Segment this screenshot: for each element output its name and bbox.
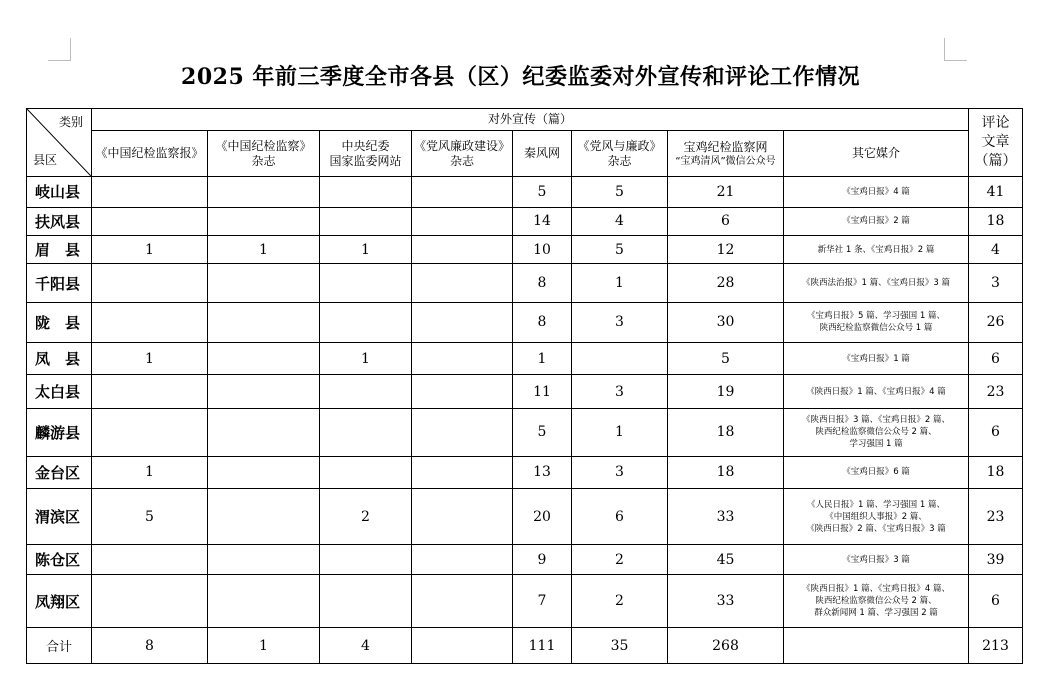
value-cell-c5: 1 [513,342,572,375]
total-row [27,628,1023,664]
other-media-line: 《陕西日报》2 篇、《宝鸡日报》3 篇 [806,523,946,534]
value-cell-c1 [92,207,208,235]
value-cell-c6: 4 [572,207,668,235]
value-cell-c1: 5 [92,489,208,545]
commentary-cell: 23 [969,375,1023,409]
other-media-line: 《宝鸡日报》3 篇 [842,554,910,565]
value-cell-c2: 1 [208,236,320,264]
commentary-cell: 18 [969,456,1023,489]
commentary-cell: 4 [969,236,1023,264]
value-cell-c1: 1 [92,236,208,264]
commentary-cell: 6 [969,575,1023,628]
commentary-header-line2: 文章 [981,134,1010,151]
value-cell-c3 [320,177,412,207]
value-cell-c4 [412,489,513,545]
value-cell-c6: 5 [572,236,668,264]
diagonal-header-cell [27,109,92,177]
col-header-style-integrity-magazine [572,131,668,177]
value-cell-c4 [412,408,513,456]
external-publicity-header: 对外宣传（篇） [92,109,969,131]
value-cell-c7: 6 [668,207,784,235]
other-media-line: 《宝鸡日报》1 篇 [842,353,910,364]
value-cell-c3 [320,408,412,456]
value-cell-c2 [208,177,320,207]
value-cell-c2 [208,375,320,409]
col8-label: 其它媒介 [852,146,901,161]
total-cell-c3: 4 [320,628,412,664]
value-cell-c6: 3 [572,303,668,343]
value-cell-c2 [208,575,320,628]
value-cell-c7: 30 [668,303,784,343]
value-cell-c5: 13 [513,456,572,489]
col-header-qinfeng-net [513,131,572,177]
total-cell-c2: 1 [208,628,320,664]
value-cell-c5: 7 [513,575,572,628]
commentary-cell: 39 [969,544,1023,574]
commentary-header [969,109,1023,177]
commentary-cell: 23 [969,489,1023,545]
other-media-cell [784,264,969,303]
value-cell-c7: 45 [668,544,784,574]
other-media-cell [784,236,969,264]
table-row [27,544,1023,574]
table-row [27,575,1023,628]
value-cell-c4 [412,264,513,303]
commentary-cell: 26 [969,303,1023,343]
value-cell-c5: 5 [513,177,572,207]
county-cell: 千阳县 [27,264,92,303]
col5-label: 秦风网 [523,146,560,161]
other-media-line: 陕西纪检监察微信公众号 1 篇 [819,323,933,334]
col3-label-line1: 中央纪委 [341,138,390,153]
col6-label-line2: 杂志 [607,153,632,168]
value-cell-c7: 18 [668,456,784,489]
county-cell: 凤翔区 [27,575,92,628]
other-media-cell [784,456,969,489]
value-cell-c6: 3 [572,375,668,409]
commentary-header-line3: （篇） [974,153,1017,170]
value-cell-c3 [320,456,412,489]
other-media-line: 《中国组织人事报》2 篇、 [825,511,927,522]
other-media-cell [784,408,969,456]
table-row [27,207,1023,235]
value-cell-c4 [412,342,513,375]
value-cell-c4 [412,303,513,343]
value-cell-c4 [412,544,513,574]
value-cell-c1 [92,177,208,207]
value-cell-c5: 11 [513,375,572,409]
col3-label-line2: 国家监委网站 [329,153,402,168]
value-cell-c2 [208,408,320,456]
county-cell: 渭滨区 [27,489,92,545]
table-row [27,408,1023,456]
value-cell-c1 [92,575,208,628]
value-cell-c1: 1 [92,456,208,489]
value-cell-c6: 5 [572,177,668,207]
other-media-cell [784,544,969,574]
other-media-cell [784,303,969,343]
value-cell-c6: 3 [572,456,668,489]
total-commentary-cell: 213 [969,628,1023,664]
county-cell: 太白县 [27,375,92,409]
county-cell: 凤 县 [27,342,92,375]
value-cell-c6: 1 [572,264,668,303]
other-media-line: 《宝鸡日报》2 篇 [842,216,910,227]
table-row [27,264,1023,303]
total-cell-c1: 8 [92,628,208,664]
commentary-cell: 41 [969,177,1023,207]
table-row [27,177,1023,207]
crop-mark-top-right [944,38,967,61]
value-cell-c3: 1 [320,342,412,375]
value-cell-c4 [412,177,513,207]
other-media-cell [784,177,969,207]
col4-label-line1: 《党风廉政建设》 [414,138,511,153]
col4-label-line2: 杂志 [449,153,474,168]
value-cell-c6: 6 [572,489,668,545]
other-media-cell [784,207,969,235]
other-media-line: 《陕西日报》1 篇、《宝鸡日报》4 篇 [806,386,946,397]
col6-label-line1: 《党风与廉政》 [577,138,662,153]
table-row [27,236,1023,264]
value-cell-c7: 28 [668,264,784,303]
other-media-line: 《陕西日报》3 篇、《宝鸡日报》2 篇、 [802,415,950,426]
county-cell: 岐山县 [27,177,92,207]
value-cell-c2 [208,544,320,574]
table-row [27,375,1023,409]
col-header-party-integrity-magazine [412,131,513,177]
other-media-cell [784,342,969,375]
value-cell-c5: 8 [513,303,572,343]
col2-label-line2: 杂志 [251,153,276,168]
value-cell-c1 [92,303,208,343]
header-row-1 [27,109,1023,131]
value-cell-c3 [320,544,412,574]
other-media-line: 群众新闻网 1 篇、学习强国 2 篇 [814,608,938,619]
value-cell-c3: 1 [320,236,412,264]
value-cell-c5: 5 [513,408,572,456]
value-cell-c1 [92,264,208,303]
value-cell-c6: 2 [572,544,668,574]
other-media-line: 学习强国 1 篇 [849,439,903,450]
page-title: 2025 年前三季度全市各县（区）纪委监委对外宣传和评论工作情况 [181,64,860,90]
other-media-line: 陕西纪检监察微信公众号 2 篇、 [815,427,937,438]
commentary-cell: 6 [969,408,1023,456]
other-media-cell [784,489,969,545]
value-cell-c5: 20 [513,489,572,545]
col-header-other-media [784,131,969,177]
other-media-line: 《陕西法治报》1 篇、《宝鸡日报》3 篇 [802,278,950,289]
value-cell-c1 [92,375,208,409]
col1-label: 《中国纪检监察报》 [95,146,204,161]
value-cell-c2 [208,264,320,303]
other-media-line: 新华社 1 条、《宝鸡日报》2 篇 [817,244,935,255]
value-cell-c5: 14 [513,207,572,235]
county-cell: 眉 县 [27,236,92,264]
value-cell-c5: 8 [513,264,572,303]
value-cell-c3 [320,207,412,235]
col7-label-line2: “宝鸡清风”微信公众号 [675,155,776,167]
value-cell-c4 [412,456,513,489]
value-cell-c2 [208,207,320,235]
other-media-cell [784,375,969,409]
county-cell: 扶风县 [27,207,92,235]
col-header-cdi-newspaper [92,131,208,177]
other-media-line: 《宝鸡日报》4 篇 [842,186,910,197]
commentary-cell: 18 [969,207,1023,235]
value-cell-c4 [412,236,513,264]
value-cell-c4 [412,207,513,235]
value-cell-c1: 1 [92,342,208,375]
table-row [27,456,1023,489]
value-cell-c7: 21 [668,177,784,207]
other-media-line: 《人民日报》1 篇、学习强国 1 篇、 [807,499,945,510]
value-cell-c6: 2 [572,575,668,628]
total-label: 合计 [27,628,92,664]
other-media-cell [784,575,969,628]
value-cell-c2 [208,342,320,375]
value-cell-c5: 10 [513,236,572,264]
total-cell-c7: 268 [668,628,784,664]
value-cell-c2 [208,303,320,343]
col2-label-line1: 《中国纪检监察》 [215,138,312,153]
col-header-baoji-website [668,131,784,177]
value-cell-c3 [320,303,412,343]
value-cell-c2 [208,489,320,545]
crop-mark-top-left [48,38,71,61]
value-cell-c3 [320,575,412,628]
category-label: 类别 [58,115,83,129]
value-cell-c3 [320,375,412,409]
value-cell-c3: 2 [320,489,412,545]
county-cell: 金台区 [27,456,92,489]
value-cell-c4 [412,575,513,628]
value-cell-c5: 9 [513,544,572,574]
value-cell-c6: 1 [572,408,668,456]
statistics-table [26,108,1023,664]
table-row [27,303,1023,343]
value-cell-c7: 19 [668,375,784,409]
col-header-ccdi-website [320,131,412,177]
col-header-cdi-magazine [208,131,320,177]
value-cell-c2 [208,456,320,489]
total-cell-c5: 111 [513,628,572,664]
total-other-media-cell [784,628,969,664]
other-media-line: 陕西纪检监察微信公众号 2 篇、 [815,596,937,607]
table-row [27,342,1023,375]
col7-label-line1: 宝鸡纪检监察网 [683,139,768,154]
total-cell-c6: 35 [572,628,668,664]
other-media-line: 《宝鸡日报》6 篇 [842,467,910,478]
value-cell-c7: 18 [668,408,784,456]
other-media-line: 《陕西日报》1 篇、《宝鸡日报》4 篇、 [802,584,950,595]
value-cell-c7: 33 [668,489,784,545]
total-cell-c4 [412,628,513,664]
value-cell-c7: 33 [668,575,784,628]
value-cell-c6 [572,342,668,375]
other-media-line: 《宝鸡日报》5 篇、学习强国 1 篇、 [807,311,945,322]
header-row-2 [27,131,1023,177]
county-cell: 陈仓区 [27,544,92,574]
county-cell: 陇 县 [27,303,92,343]
county-cell: 麟游县 [27,408,92,456]
value-cell-c1 [92,544,208,574]
commentary-cell: 3 [969,264,1023,303]
commentary-cell: 6 [969,342,1023,375]
commentary-header-line1: 评论 [981,115,1010,132]
value-cell-c4 [412,375,513,409]
table-row [27,489,1023,545]
value-cell-c7: 12 [668,236,784,264]
value-cell-c3 [320,264,412,303]
value-cell-c7: 5 [668,342,784,375]
value-cell-c1 [92,408,208,456]
county-label: 县区 [33,153,58,168]
